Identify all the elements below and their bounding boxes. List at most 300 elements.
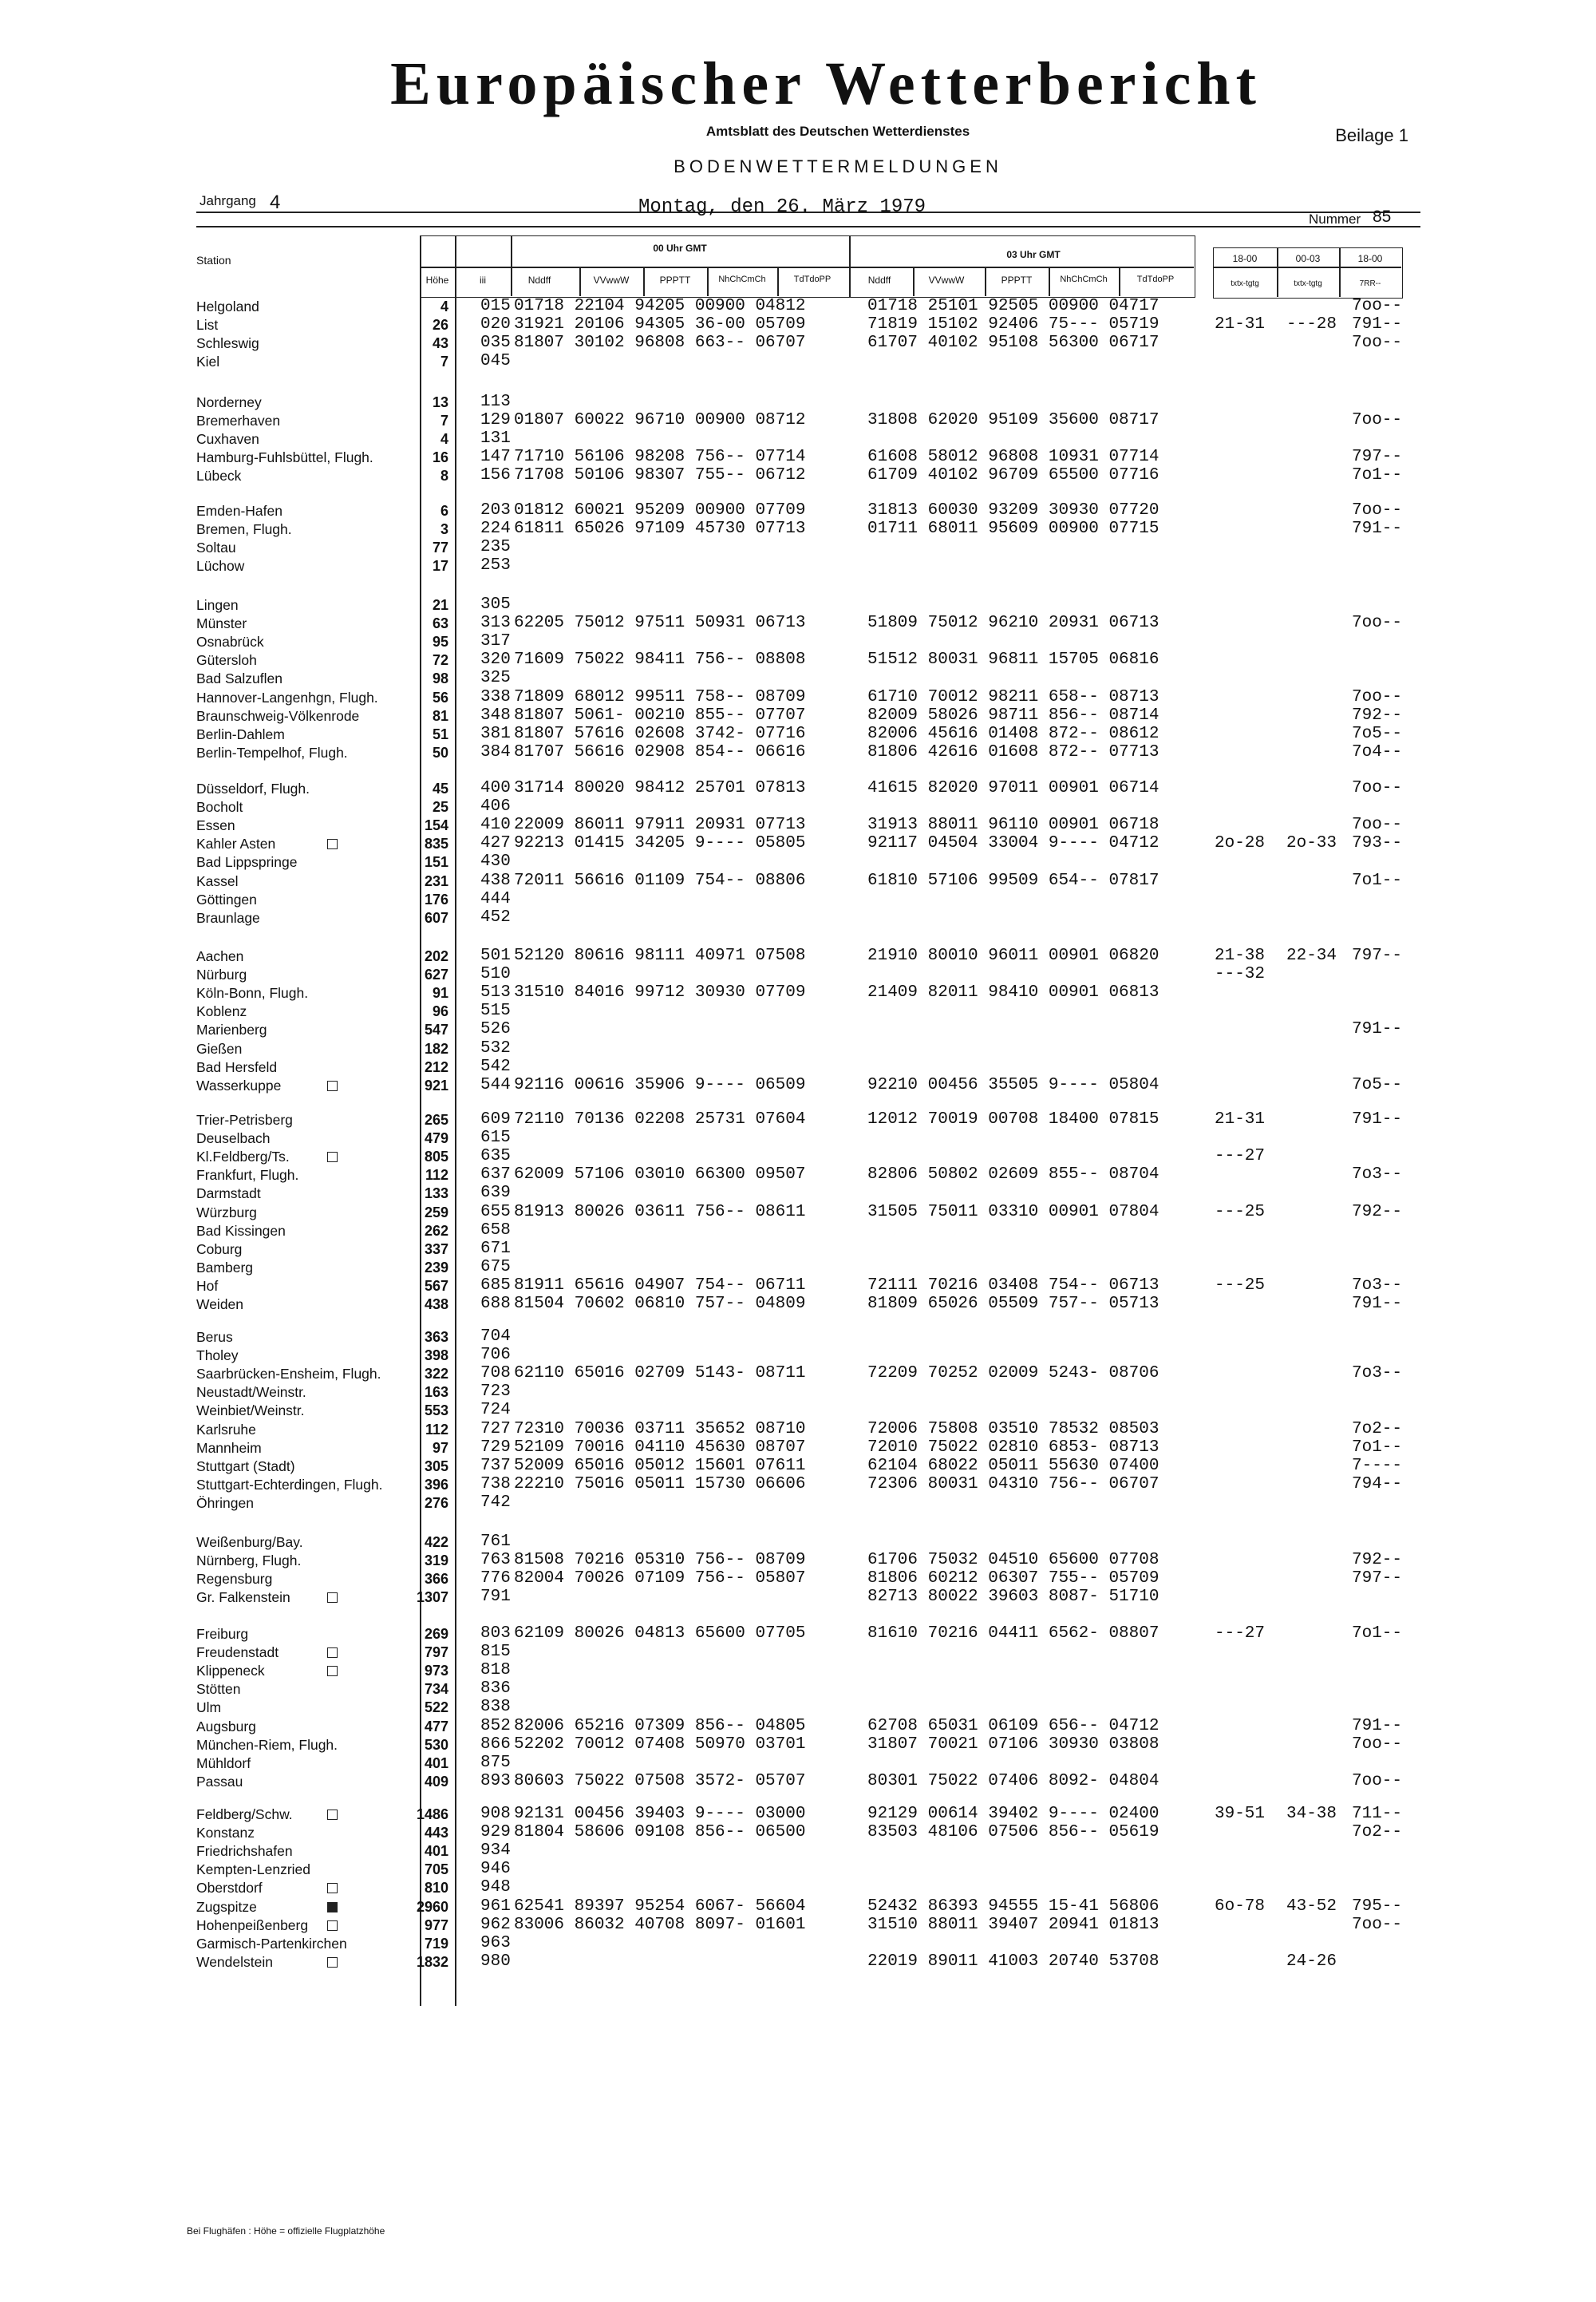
station-name: Freiburg [196, 1626, 249, 1642]
extra-r3: 791-- [1352, 520, 1403, 539]
extra-r3: 7oo-- [1352, 411, 1403, 430]
station-marker-icon [327, 1666, 338, 1676]
station-hoehe: 567 [424, 1277, 448, 1294]
station-hoehe: 2960 [416, 1898, 448, 1915]
obs-00-gmt: 71710 56106 98208 756-- 07714 [514, 448, 806, 467]
obs-00-gmt: 81804 58606 09108 856-- 06500 [514, 1823, 806, 1842]
obs-03-gmt: 83503 48106 07506 856-- 05619 [867, 1823, 1159, 1842]
station-hoehe: 973 [424, 1663, 448, 1679]
extra-r3: 7o5-- [1352, 1075, 1403, 1094]
date: Montag, den 26. März 1979 [638, 196, 926, 218]
obs-03-gmt: 62708 65031 06109 656-- 04712 [867, 1716, 1159, 1735]
station-iii: 510 [480, 965, 511, 984]
station-iii: 253 [480, 556, 511, 576]
station-row [0, 1440, 1596, 1458]
station-iii: 738 [480, 1474, 511, 1493]
obs-03-gmt: 82006 45616 01408 872-- 08612 [867, 724, 1159, 743]
station-row [0, 670, 1596, 689]
station-name: Tholey [196, 1347, 239, 1364]
station-name: Weißenburg/Bay. [196, 1534, 303, 1550]
station-row [0, 1458, 1596, 1477]
extra-r3: 7oo-- [1352, 779, 1403, 797]
station-row [0, 1384, 1596, 1402]
station-iii: 384 [480, 742, 511, 761]
extra-r3: 791-- [1352, 315, 1403, 334]
station-iii: 818 [480, 1661, 511, 1680]
station-row [0, 1257, 1596, 1278]
station-row [0, 1899, 1596, 1917]
station-iii: 526 [480, 1020, 511, 1039]
obs-03-gmt: 61608 58012 96808 10931 07714 [867, 448, 1159, 467]
station-name: Oberstdorf [196, 1880, 263, 1897]
station-name: Gießen [196, 1040, 243, 1057]
station-row [0, 1059, 1596, 1078]
station-hoehe: 396 [424, 1476, 448, 1493]
station-row [0, 781, 1596, 799]
station-name: Aachen [196, 948, 244, 964]
station-row [0, 597, 1596, 615]
obs-03-gmt: 61707 40102 95108 56300 06717 [867, 334, 1159, 353]
station-row [0, 967, 1596, 985]
extra-r2: 43-52 [1286, 1897, 1337, 1916]
station-hoehe: 627 [424, 967, 448, 983]
station-row [0, 1149, 1596, 1167]
station-hoehe: 8 [440, 468, 448, 485]
station-iii: 156 [480, 466, 511, 485]
obs-00-gmt: 52120 80616 98111 40971 07508 [514, 947, 806, 965]
obs-03-gmt: 80301 75022 07406 8092- 04804 [867, 1771, 1159, 1790]
station-hoehe: 95 [432, 634, 448, 651]
station-name: Essen [196, 817, 235, 834]
station-name: Stuttgart-Echterdingen, Flugh. [196, 1476, 383, 1493]
rule-iii-data [511, 235, 512, 296]
station-name: Kl.Feldberg/Ts. [196, 1149, 290, 1165]
station-hoehe: 719 [424, 1935, 448, 1952]
station-marker-icon [327, 1920, 338, 1931]
obs-03-gmt: 71819 15102 92406 75--- 05719 [867, 315, 1159, 334]
station-row [0, 985, 1596, 1003]
station-marker-icon [327, 1647, 338, 1658]
rule-c6 [985, 267, 986, 296]
col-03-ppptt: PPPTT [1001, 275, 1033, 286]
extra-r3: 7o3-- [1352, 1364, 1403, 1383]
station-row [0, 708, 1596, 726]
obs-03-gmt: 72010 75022 02810 6853- 08713 [867, 1438, 1159, 1457]
station-row [0, 1347, 1596, 1366]
station-row [0, 1806, 1596, 1825]
station-hoehe: 63 [432, 615, 448, 632]
station-iii: 452 [480, 908, 511, 927]
beilage-label: Beilage 1 [1335, 125, 1408, 145]
station-hoehe: 530 [424, 1736, 448, 1753]
station-iii: 400 [480, 779, 511, 797]
station-row [0, 299, 1596, 317]
station-row [0, 1825, 1596, 1843]
station-hoehe: 337 [424, 1240, 448, 1257]
station-name: Köln-Bonn, Flugh. [196, 985, 309, 1002]
station-iii: 444 [480, 889, 511, 908]
extra-r1: ---27 [1215, 1147, 1266, 1166]
obs-03-gmt: 01718 25101 92505 00900 04717 [867, 297, 1159, 315]
station-hoehe: 7 [440, 354, 448, 370]
obs-03-gmt: 72111 70216 03408 754-- 06713 [867, 1276, 1159, 1295]
station-name: Norderney [196, 394, 262, 410]
station-hoehe: 45 [432, 781, 448, 797]
station-iii: 639 [480, 1184, 511, 1203]
station-name: Cuxhaven [196, 431, 259, 448]
nummer-value: 85 [1373, 208, 1392, 226]
station-iii: 637 [480, 1165, 511, 1185]
rule-r1 [1277, 247, 1278, 297]
station-iii: 147 [480, 448, 511, 467]
station-row [0, 1241, 1596, 1260]
station-iii: 708 [480, 1364, 511, 1383]
obs-00-gmt: 81504 70602 06810 757-- 04809 [514, 1295, 806, 1313]
station-iii: 513 [480, 983, 511, 1003]
station-iii: 348 [480, 706, 511, 725]
station-name: Hof [196, 1277, 219, 1294]
station-row [0, 1130, 1596, 1149]
station-hoehe: 112 [425, 1421, 448, 1438]
col-r2: 00-03 [1295, 253, 1321, 264]
station-name: Berus [196, 1329, 233, 1345]
station-hoehe: 13 [432, 394, 448, 410]
station-iii: 875 [480, 1753, 511, 1772]
station-marker-icon [327, 1902, 338, 1912]
obs-03-gmt: 21409 82011 98410 00901 06813 [867, 983, 1159, 1003]
station-marker-icon [327, 1081, 338, 1091]
station-name: Kassel [196, 872, 239, 889]
station-hoehe: 43 [432, 335, 448, 352]
station-row [0, 1644, 1596, 1663]
station-name: Gütersloh [196, 652, 257, 669]
col-00-vvwww: VVwwW [593, 275, 630, 286]
station-hoehe: 443 [424, 1825, 448, 1841]
obs-03-gmt: 31505 75011 03310 00901 07804 [867, 1202, 1159, 1221]
station-row [0, 449, 1596, 468]
station-name: Berlin-Dahlem [196, 726, 285, 742]
extra-r3: 794-- [1352, 1474, 1403, 1493]
station-iii: 544 [480, 1075, 511, 1094]
station-row [0, 1552, 1596, 1571]
station-name: Regensburg [196, 1571, 273, 1588]
station-hoehe: 1307 [416, 1589, 448, 1606]
obs-00-gmt: 61811 65026 97109 45730 07713 [514, 520, 806, 539]
station-hoehe: 91 [432, 985, 448, 1002]
station-hoehe: 98 [432, 670, 448, 687]
station-row [0, 1755, 1596, 1774]
obs-00-gmt: 52009 65016 05012 15601 07611 [514, 1456, 806, 1475]
header-rule-bottom [196, 226, 1420, 227]
obs-03-gmt: 81809 65026 05509 757-- 05713 [867, 1295, 1159, 1313]
obs-00-gmt: 31921 20106 94305 36-00 05709 [514, 315, 806, 334]
station-iii: 313 [480, 614, 511, 633]
station-name: Göttingen [196, 891, 257, 908]
station-iii: 542 [480, 1057, 511, 1076]
rule-r2 [1339, 247, 1341, 297]
obs-00-gmt: 62109 80026 04813 65600 07705 [514, 1624, 806, 1643]
station-iii: 706 [480, 1346, 511, 1365]
obs-00-gmt: 31510 84016 99712 30930 07709 [514, 983, 806, 1003]
station-iii: 410 [480, 816, 511, 835]
obs-00-gmt: 81911 65616 04907 754-- 06711 [514, 1276, 806, 1295]
extra-r3: 791-- [1352, 1716, 1403, 1735]
col-r1: 18-00 [1232, 253, 1258, 264]
obs-00-gmt: 81707 56616 02908 854-- 06616 [514, 742, 806, 761]
obs-03-gmt: 61706 75032 04510 65600 07708 [867, 1551, 1159, 1570]
extra-r1: 2o-28 [1215, 834, 1266, 853]
station-hoehe: 1832 [416, 1953, 448, 1970]
station-iii: 015 [480, 297, 511, 315]
station-hoehe: 72 [432, 652, 448, 669]
rule-c4 [777, 267, 779, 296]
station-row [0, 1003, 1596, 1022]
station-name: Marienberg [196, 1022, 267, 1038]
col-r3: 18-00 [1357, 253, 1383, 264]
station-hoehe: 182 [424, 1040, 448, 1057]
station-name: Lüchow [196, 558, 245, 575]
obs-03-gmt: 31913 88011 96110 00901 06718 [867, 816, 1159, 835]
station-name: Würzburg [196, 1204, 257, 1220]
station-hoehe: 6 [440, 503, 448, 519]
station-row [0, 873, 1596, 892]
obs-00-gmt: 82004 70026 07109 756-- 05807 [514, 1569, 806, 1588]
extra-r1: 6o-78 [1215, 1897, 1266, 1916]
station-row [0, 1663, 1596, 1681]
station-name: Bremerhaven [196, 413, 281, 429]
station-row [0, 742, 1596, 763]
obs-03-gmt: 21910 80010 96011 00901 06820 [867, 947, 1159, 965]
station-hoehe: 26 [432, 317, 448, 334]
station-name: Nürburg [196, 967, 247, 983]
obs-00-gmt: 81807 5061- 00210 855-- 07707 [514, 706, 806, 725]
rule-c3 [707, 267, 709, 296]
station-name: Bremen, Flugh. [196, 521, 292, 538]
station-name: Düsseldorf, Flugh. [196, 781, 310, 797]
station-name: Konstanz [196, 1825, 255, 1841]
station-name: Bamberg [196, 1259, 254, 1276]
station-row [0, 1571, 1596, 1589]
station-hoehe: 154 [424, 817, 448, 834]
station-name: Karlsruhe [196, 1421, 256, 1438]
station-row [0, 1402, 1596, 1421]
station-row [0, 1861, 1596, 1880]
obs-00-gmt: 01807 60022 96710 00900 08712 [514, 411, 806, 430]
station-iii: 320 [480, 651, 511, 670]
station-name: Mannheim [196, 1439, 262, 1456]
station-name: Hamburg-Fuhlsbüttel, Flugh. [196, 449, 373, 466]
extra-r2: 34-38 [1286, 1805, 1337, 1823]
section-title: BODENWETTERMELDUNGEN [674, 156, 1002, 176]
col-header-00gmt: 00 Uhr GMT [653, 243, 707, 254]
obs-03-gmt: 61810 57106 99509 654-- 07817 [867, 871, 1159, 890]
station-hoehe: 276 [424, 1494, 448, 1511]
station-iii: 704 [480, 1327, 511, 1346]
station-iii: 129 [480, 411, 511, 430]
station-iii: 946 [480, 1860, 511, 1879]
extra-r3: 792-- [1352, 1202, 1403, 1221]
station-name: Zugspitze [196, 1898, 257, 1915]
station-hoehe: 322 [424, 1366, 448, 1382]
extra-r3: 792-- [1352, 1551, 1403, 1570]
station-iii: 615 [480, 1129, 511, 1148]
station-name: Darmstadt [196, 1185, 261, 1202]
extra-r1: 39-51 [1215, 1805, 1266, 1823]
station-row [0, 1220, 1596, 1241]
station-name: Bad Kissingen [196, 1222, 286, 1239]
station-hoehe: 805 [424, 1149, 448, 1165]
station-row [0, 1419, 1596, 1440]
station-row [0, 1933, 1596, 1954]
station-iii: 430 [480, 852, 511, 872]
col-header-iii: iii [480, 275, 486, 286]
station-marker-icon [327, 1810, 338, 1820]
obs-00-gmt: 83006 86032 40708 8097- 01601 [514, 1915, 806, 1934]
extra-r3: 793-- [1352, 834, 1403, 853]
col-header-03gmt: 03 Uhr GMT [1006, 249, 1061, 260]
station-hoehe: 21 [432, 597, 448, 613]
station-name: Feldberg/Schw. [196, 1806, 293, 1822]
station-iii: 727 [480, 1419, 511, 1438]
station-name: Wasserkuppe [196, 1077, 282, 1094]
station-iii: 893 [480, 1771, 511, 1790]
page-title: Europäischer Wetterbericht [390, 50, 1262, 117]
station-hoehe: 51 [432, 726, 448, 742]
obs-00-gmt: 52109 70016 04110 45630 08707 [514, 1438, 806, 1457]
obs-00-gmt: 81508 70216 05310 756-- 08709 [514, 1551, 806, 1570]
station-iii: 658 [480, 1220, 511, 1240]
extra-r3: 7o2-- [1352, 1419, 1403, 1438]
station-name: Öhringen [196, 1494, 254, 1511]
station-name: Coburg [196, 1240, 243, 1257]
extra-r3: 711-- [1352, 1805, 1403, 1823]
station-hoehe: 422 [424, 1534, 448, 1550]
footer-note: Bei Flughäfen : Höhe = offizielle Flugplatzhöhe [187, 2225, 385, 2237]
station-name: Gr. Falkenstein [196, 1589, 290, 1606]
station-name: Stuttgart (Stadt) [196, 1458, 295, 1474]
station-row [0, 1296, 1596, 1315]
extra-r3: 7oo-- [1352, 816, 1403, 835]
station-name: Ulm [196, 1699, 222, 1716]
station-row [0, 503, 1596, 521]
station-iii: 724 [480, 1401, 511, 1420]
station-hoehe: 176 [424, 891, 448, 908]
station-row [0, 1167, 1596, 1185]
station-row [0, 1771, 1596, 1792]
station-iii: 113 [480, 393, 511, 411]
obs-03-gmt: 92129 00614 39402 9---- 02400 [867, 1805, 1159, 1823]
station-marker-icon [327, 839, 338, 849]
station-hoehe: 151 [424, 854, 448, 871]
station-hoehe: 96 [432, 1003, 448, 1020]
station-row [0, 799, 1596, 817]
station-hoehe: 705 [424, 1861, 448, 1878]
station-hoehe: 269 [424, 1626, 448, 1642]
station-iii: 836 [480, 1679, 511, 1699]
station-iii: 908 [480, 1805, 511, 1823]
extra-r1: 21-31 [1215, 315, 1266, 334]
station-row [0, 468, 1596, 486]
station-hoehe: 797 [424, 1644, 448, 1661]
obs-03-gmt: 22019 89011 41003 20740 53708 [867, 1952, 1159, 1971]
station-name: Lübeck [196, 468, 242, 485]
station-name: Schleswig [196, 335, 259, 352]
station-iii: 235 [480, 538, 511, 557]
station-iii: 381 [480, 724, 511, 743]
station-name: Mühldorf [196, 1754, 251, 1771]
station-iii: 020 [480, 315, 511, 334]
station-hoehe: 202 [424, 948, 448, 964]
station-iii: 338 [480, 687, 511, 706]
subtitle: Amtsblatt des Deutschen Wetterdienstes [705, 124, 970, 139]
station-row [0, 1716, 1596, 1737]
extra-r3: 797-- [1352, 947, 1403, 965]
station-hoehe: 305 [424, 1458, 448, 1474]
extra-r3: 7o5-- [1352, 724, 1403, 743]
station-hoehe: 398 [424, 1347, 448, 1364]
station-name: Münster [196, 615, 247, 632]
station-iii: 723 [480, 1382, 511, 1402]
station-hoehe: 4 [440, 299, 448, 314]
col-00-tdtdopp: TdTdoPP [793, 275, 832, 284]
station-hoehe: 4 [440, 431, 448, 448]
station-hoehe: 17 [432, 558, 448, 575]
station-hoehe: 835 [424, 836, 448, 852]
extra-r3: 7oo-- [1352, 501, 1403, 520]
station-row [0, 1699, 1596, 1718]
station-name: Weiden [196, 1296, 244, 1312]
station-name: Augsburg [196, 1718, 256, 1734]
station-name: Hannover-Langenhgn, Flugh. [196, 689, 378, 706]
obs-00-gmt: 92213 01415 34205 9---- 05805 [514, 834, 806, 853]
obs-03-gmt: 31813 60030 93209 30930 07720 [867, 501, 1159, 520]
rule-c2 [643, 267, 645, 296]
station-iii: 761 [480, 1533, 511, 1551]
station-marker-icon [327, 1883, 338, 1893]
station-hoehe: 239 [424, 1259, 448, 1276]
station-row [0, 558, 1596, 576]
station-row [0, 1917, 1596, 1936]
station-name: München-Riem, Flugh. [196, 1736, 338, 1753]
col-r2b: txtx-tgtg [1294, 279, 1322, 288]
extra-r2: 2o-33 [1286, 834, 1337, 853]
station-name: Berlin-Tempelhof, Flugh. [196, 744, 348, 761]
station-row [0, 910, 1596, 928]
station-hoehe: 262 [424, 1222, 448, 1239]
station-name: Trier-Petrisberg [196, 1112, 293, 1128]
obs-00-gmt: 71708 50106 98307 755-- 06712 [514, 466, 806, 485]
extra-r3: 7o1-- [1352, 1624, 1403, 1643]
col-r3b: 7RR-- [1359, 279, 1381, 288]
station-hoehe: 133 [424, 1185, 448, 1202]
station-name: Nürnberg, Flugh. [196, 1552, 302, 1569]
station-row [0, 652, 1596, 670]
header-inner-rule [420, 267, 1194, 268]
extra-r2: 24-26 [1286, 1952, 1337, 1971]
station-hoehe: 231 [424, 872, 448, 889]
extra-r3: 7oo-- [1352, 297, 1403, 315]
station-iii: 934 [480, 1841, 511, 1861]
station-row [0, 615, 1596, 634]
station-iii: 609 [480, 1110, 511, 1129]
obs-03-gmt: 31510 88011 39407 20941 01813 [867, 1915, 1159, 1934]
station-hoehe: 163 [424, 1384, 448, 1401]
station-iii: 406 [480, 797, 511, 817]
extra-r3: 7oo-- [1352, 1771, 1403, 1790]
station-hoehe: 7 [440, 413, 448, 429]
obs-03-gmt: 82806 50802 02609 855-- 08704 [867, 1165, 1159, 1185]
station-iii: 763 [480, 1551, 511, 1570]
